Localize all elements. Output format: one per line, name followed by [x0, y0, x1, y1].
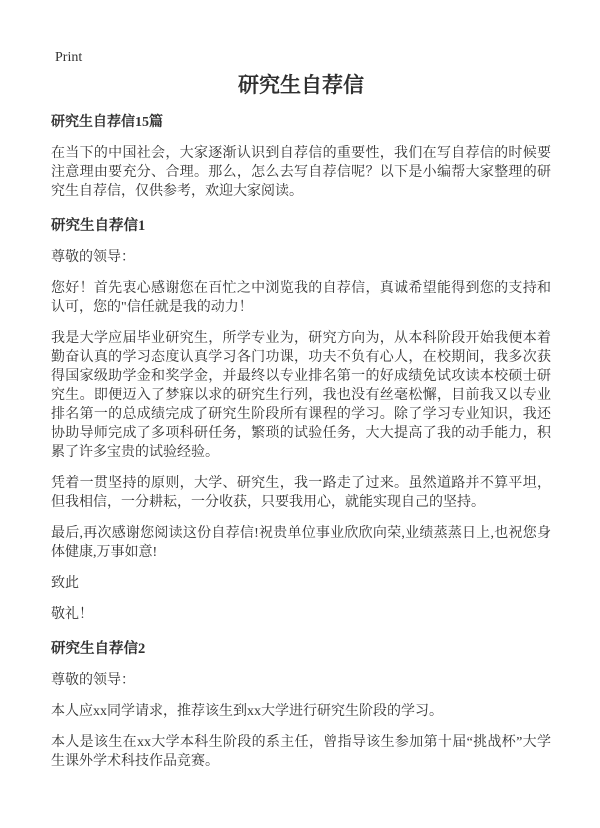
- section-2-salutation: 尊敬的领导：: [51, 673, 135, 688]
- section-2-paragraph-identity: 本人是该生在xx大学本科生阶段的系主任，曾指导该生参加第十届“挑战杯”大学生课外学术科技作品竞赛。: [51, 735, 551, 769]
- section-1-paragraph-greeting: 您好！首先衷心感谢您在百忙之中浏览我的自荐信，真诚希望能得到您的支持和认可，您的"信任就是我的动力！: [51, 281, 551, 315]
- section-1-paragraph-background: 我是大学应届毕业研究生，所学专业为，研究方向为，从本科阶段开始我便本着勤奋认真的学习态度认真学习各门功课，功夫不负有心人，在校期间，我多次获得国家级助学金和奖学金，并最终以专业排名第一的好成绩免试攻读本校硕士研究生。即便迈入了梦寐以求的研究生行列，我也没有丝毫松懈，目前我又以专业排名第一的总成绩完成了研究生阶段所有课程的学习。除了学习专业知识，我还协助导师完成了多项科研任务，繁琐的试验任务，大大提高了我的动手能力，积累了许多宝贵的试验经验。: [51, 331, 551, 460]
- section-2-paragraph-request: 本人应xx同学请求，推荐该生到xx大学进行研究生阶段的学习。: [51, 704, 443, 719]
- document-subtitle: 研究生自荐信15篇: [51, 115, 163, 130]
- section-1-salute: 敬礼！: [51, 607, 93, 622]
- section-1-salutation: 尊敬的领导：: [51, 250, 135, 265]
- section-1-paragraph-closing: 最后,再次感谢您阅读这份自荐信!祝贵单位事业欣欣向荣,业绩蒸蒸日上,也祝您身体健康,万事如意!: [51, 526, 551, 560]
- section-2-heading: 研究生自荐信2: [51, 641, 146, 657]
- document-title: 研究生自荐信: [238, 73, 364, 97]
- intro-paragraph: 在当下的中国社会，大家逐渐认识到自荐信的重要性，我们在写自荐信的时候要注意理由要充分、合理。那么，怎么去写自荐信呢？以下是小编帮大家整理的研究生自荐信，仅供参考，欢迎大家阅读。: [51, 146, 551, 199]
- section-1-valediction: 致此: [51, 576, 79, 591]
- section-1-paragraph-principle: 凭着一贯坚持的原则，大学、研究生，我一路走了过来。虽然道路并不算平坦，但我相信，一分耕耘，一分收获，只要我用心，就能实现自己的坚持。: [51, 476, 551, 510]
- print-button[interactable]: Print: [55, 50, 83, 65]
- section-1-heading: 研究生自荐信1: [51, 218, 146, 234]
